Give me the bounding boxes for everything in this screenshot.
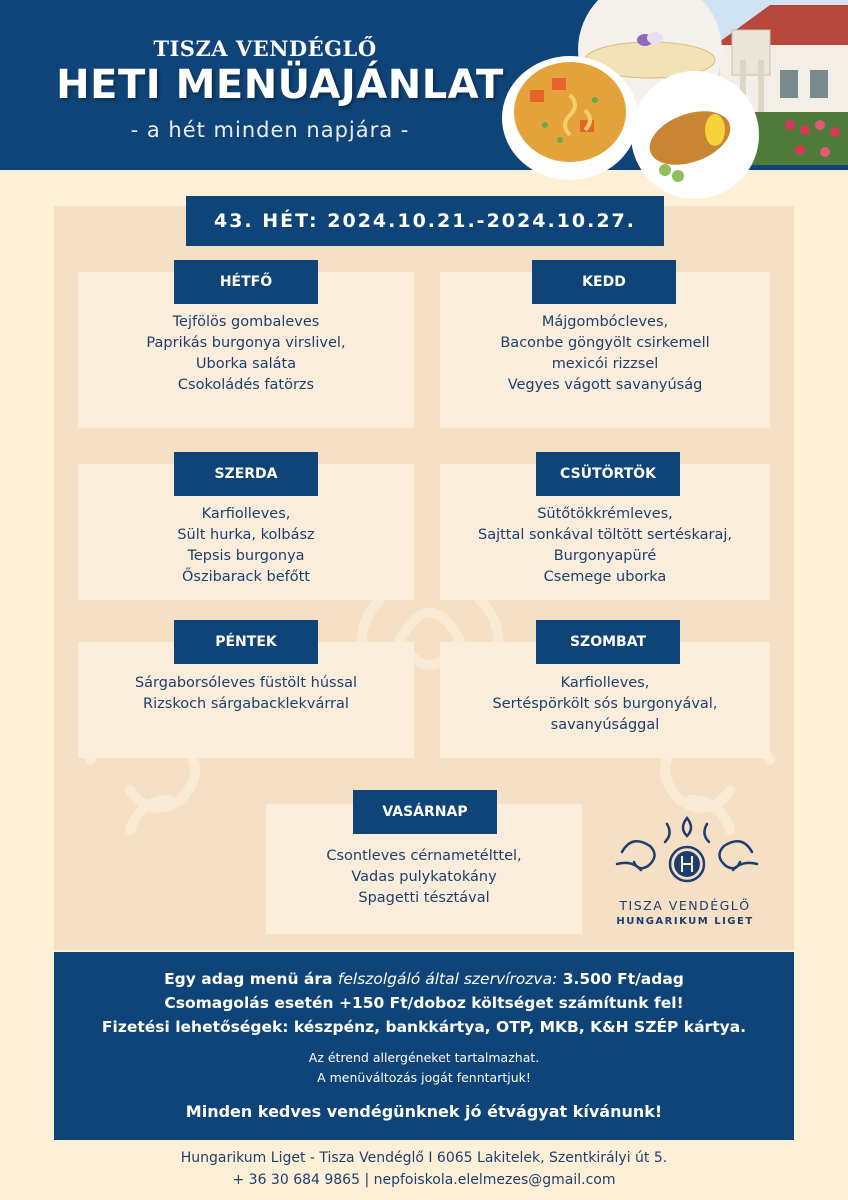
change-note: A menüváltozás jogát fenntartjuk! bbox=[317, 1070, 531, 1085]
dish-item: Sült hurka, kolbász bbox=[177, 527, 315, 543]
soup-photo bbox=[502, 56, 638, 180]
dish-item: Sajttal sonkával töltött sertéskaraj, bbox=[478, 527, 732, 543]
day-label-monday: HÉTFŐ bbox=[174, 260, 318, 304]
dish-item: Karfiolleves, bbox=[560, 675, 650, 691]
dish-list-monday bbox=[78, 312, 414, 396]
dish-item: Csemege uborka bbox=[543, 569, 667, 585]
dish-list-thursday bbox=[440, 504, 770, 588]
dish-item: Májgombócleves, bbox=[541, 314, 669, 330]
tagline: - a hét minden napjára - bbox=[130, 118, 410, 142]
day-label-tuesday: KEDD bbox=[532, 260, 676, 304]
dish-item: Tejfölös gombaleves bbox=[172, 314, 320, 330]
footer-contact: + 36 30 684 9865 | nepfoiskola.elelmezes@gmail.com bbox=[232, 1172, 616, 1188]
day-label-saturday: SZOMBAT bbox=[536, 620, 680, 664]
info-box bbox=[54, 952, 794, 1140]
dish-item: Csontleves cérnametélttel, bbox=[326, 848, 522, 864]
payment-line: Fizetési lehetőségek: készpénz, bankkártya, OTP, MKB, K&H SZÉP kártya. bbox=[101, 1018, 747, 1036]
fish-photo bbox=[631, 71, 759, 199]
packaging-line: Csomagolás esetén +150 Ft/doboz költséget számítunk fel! bbox=[164, 994, 684, 1012]
restaurant-logo-icon bbox=[612, 812, 762, 892]
dish-item: Burgonyapüré bbox=[553, 548, 657, 564]
price-label: Egy adag menü ára bbox=[164, 970, 338, 988]
dish-item: Sütőtökkrémleves, bbox=[537, 506, 673, 522]
food-photos bbox=[500, 0, 848, 200]
restaurant-name: TISZA VENDÉGLŐ bbox=[153, 36, 377, 61]
dish-item: Uborka saláta bbox=[195, 356, 297, 372]
dish-list-sunday bbox=[266, 846, 582, 909]
page-title: HETI MENÜAJÁNLAT bbox=[56, 62, 504, 108]
dish-list-friday bbox=[78, 673, 414, 715]
dish-item: mexicói rizzsel bbox=[551, 356, 659, 372]
greeting-line: Minden kedves vendégünknek jó étvágyat kívánunk! bbox=[185, 1102, 663, 1121]
price-condition: felszolgáló által szervírozva: bbox=[337, 970, 558, 988]
dish-item: Vadas pulykatokány bbox=[351, 869, 497, 885]
dish-item: Spagetti tésztával bbox=[358, 890, 490, 906]
logo-name: TISZA VENDÉGLŐ bbox=[619, 898, 751, 913]
price-value: 3.500 Ft/adag bbox=[557, 970, 684, 988]
day-label-wednesday: SZERDA bbox=[174, 452, 318, 496]
dish-item: Sárgaborsóleves füstölt hússal bbox=[134, 675, 358, 691]
dish-list-saturday bbox=[440, 673, 770, 736]
dish-item: Csokoládés fatörzs bbox=[177, 377, 315, 393]
day-label-sunday: VASÁRNAP bbox=[353, 790, 497, 834]
dish-list-wednesday bbox=[78, 504, 414, 588]
dish-item: savanyúsággal bbox=[550, 717, 660, 733]
dish-item: Rizskoch sárgabacklekvárral bbox=[143, 696, 349, 712]
dish-item: Paprikás burgonya virslivel, bbox=[146, 335, 346, 351]
logo-subtitle: HUNGARIKUM LIGET bbox=[616, 916, 754, 927]
dish-item: Vegyes vágott savanyúság bbox=[507, 377, 703, 393]
day-label-thursday: CSÜTÖRTÖK bbox=[536, 452, 680, 496]
dish-item: Tepsis burgonya bbox=[187, 548, 305, 564]
week-banner: 43. HÉT: 2024.10.21.-2024.10.27. bbox=[186, 196, 664, 246]
dish-item: Őszibarack befőtt bbox=[182, 569, 310, 585]
dish-list-tuesday bbox=[440, 312, 770, 396]
price-line bbox=[54, 970, 794, 988]
day-label-friday: PÉNTEK bbox=[174, 620, 318, 664]
allergen-note: Az étrend allergéneket tartalmazhat. bbox=[308, 1050, 540, 1065]
dish-item: Karfiolleves, bbox=[201, 506, 291, 522]
footer-address: Hungarikum Liget - Tisza Vendéglő I 6065 Lakitelek, Szentkirályi út 5. bbox=[180, 1150, 668, 1166]
dish-item: Baconbe göngyölt csirkemell bbox=[500, 335, 710, 351]
dish-item: Sertéspörkölt sós burgonyával, bbox=[492, 696, 718, 712]
